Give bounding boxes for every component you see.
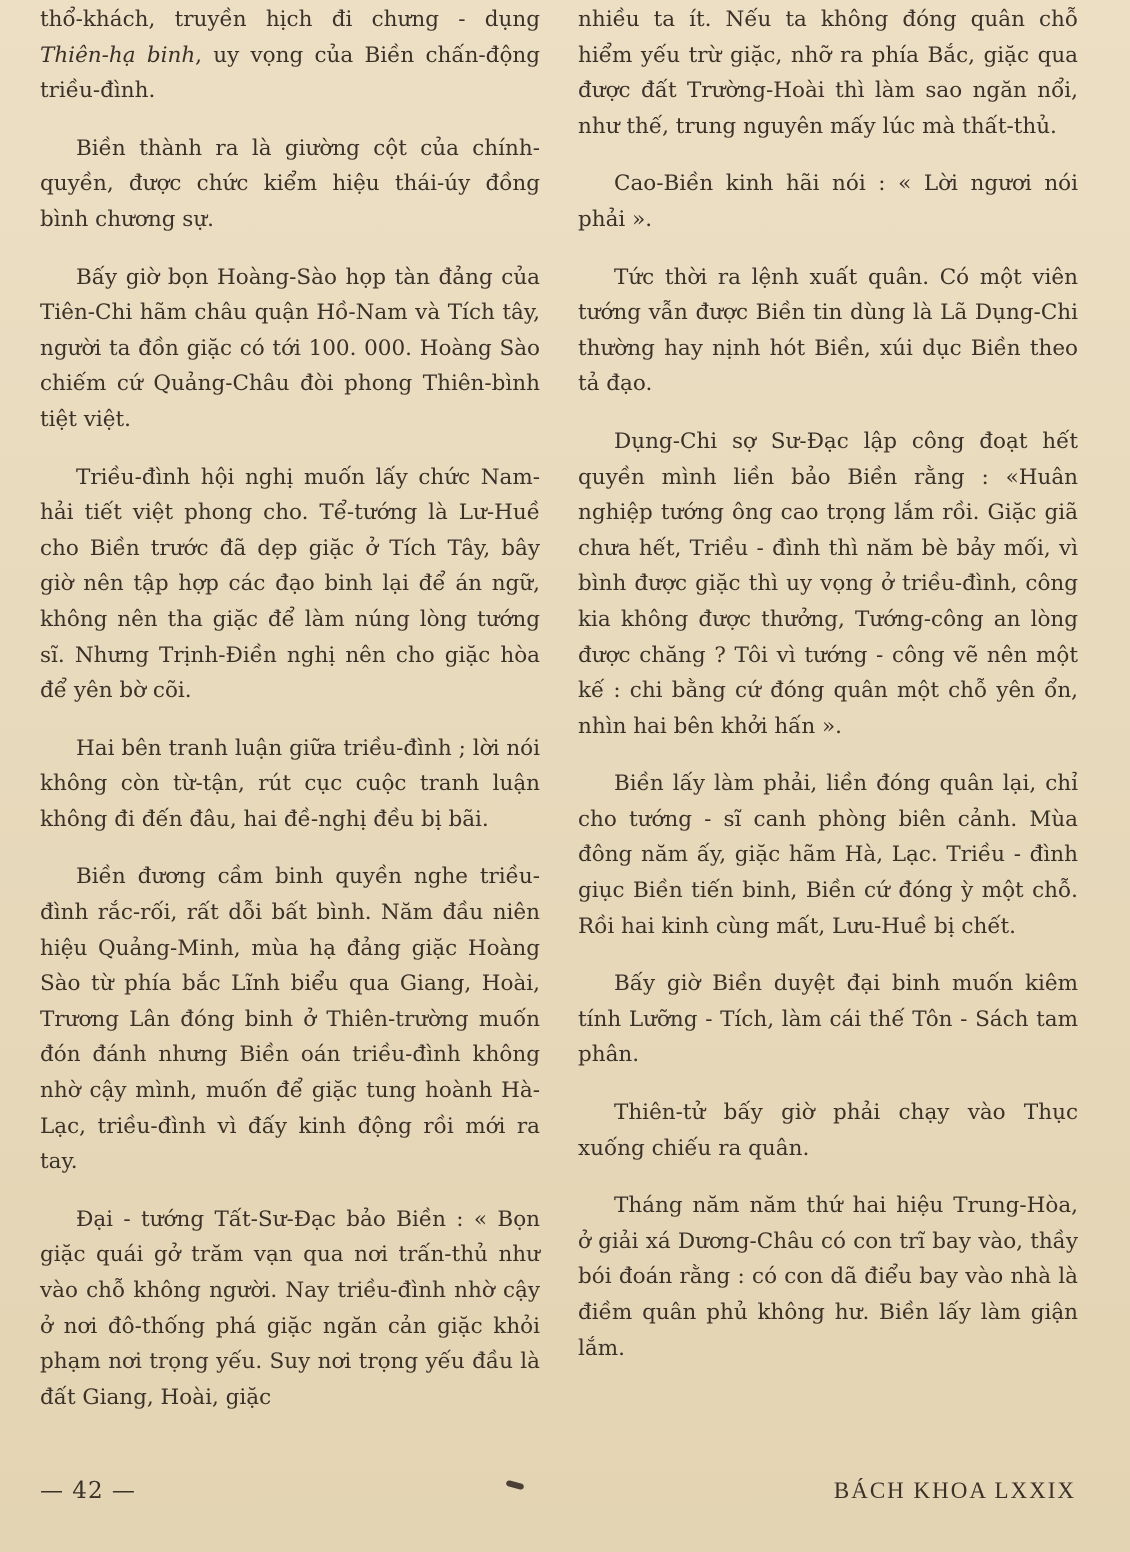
paragraph: Tức thời ra lệnh xuất quân. Có một viên tướng vẫn được Biền tin dùng là Lã Dụng-Chi thường hay nịnh hót Biền, xúi dục Biền theo tả đạo. bbox=[578, 264, 1078, 397]
magazine-title: BÁCH KHOA LXXIX bbox=[833, 1478, 1076, 1503]
paragraph: Thiên-tử bấy giờ phải chạy vào Thục xuống chiếu ra quân. bbox=[578, 1100, 1078, 1161]
paragraph-text: , uy vọng của Biền chấn-động triều-đình. bbox=[40, 42, 540, 104]
left-text-column bbox=[40, 2, 540, 1437]
paragraph: Cao-Biền kinh hãi nói : « Lời ngươi nói phải ». bbox=[578, 171, 1078, 232]
paragraph: Biền thành ra là giường cột của chính-quyền, được chức kiểm hiệu thái-úy đồng bình chương sự. bbox=[40, 135, 540, 232]
page-number: — 42 — bbox=[40, 1478, 136, 1504]
ink-mark bbox=[506, 1480, 525, 1490]
paragraph: Bấy giờ bọn Hoàng-Sào họp tàn đảng của Tiên-Chi hãm châu quận Hồ-Nam và Tích tây, người ta đồn giặc có tới 100. 000. Hoàng Sào chiếm cứ Quảng-Châu đòi phong Thiên-bình tiệt việt. bbox=[40, 264, 540, 432]
paragraph: nhiều ta ít. Nếu ta không đóng quân chỗ hiểm yếu trừ giặc, nhỡ ra phía Bắc, giặc qua được đất Trường-Hoài thì làm sao ngăn nổi, như thế, trung nguyên mấy lúc mà thất-thủ. bbox=[578, 7, 1078, 139]
paragraph bbox=[40, 2, 540, 109]
paragraph: Biền lấy làm phải, liền đóng quân lại, chỉ cho tướng - sĩ canh phòng biên cảnh. Mùa đông năm ấy, giặc hãm Hà, Lạc. Triều - đình giục Biền tiến binh, Biền cứ đóng ỳ một chỗ. Rồi hai kinh cùng mất, Lưu-Huề bị chết. bbox=[578, 771, 1078, 939]
paragraph: Triều-đình hội nghị muốn lấy chức Nam-hải tiết việt phong cho. Tể-tướng là Lư-Huề cho Biền trước đã dẹp giặc ở Tích Tây, bây giờ nên tập hợp các đạo binh lại để án ngữ, không nên tha giặc để làm núng lòng tướng sĩ. Nhưng Trịnh-Điền nghị nên cho giặc hòa để yên bờ cõi. bbox=[40, 464, 540, 704]
paragraph: Hai bên tranh luận giữa triều-đình ; lời nói không còn từ-tận, rút cục cuộc tranh luận không đi đến đâu, hai đề-nghị đều bị bãi. bbox=[40, 735, 540, 832]
paragraph-text: thổ-khách, truyền hịch đi chưng - dụng bbox=[40, 7, 540, 32]
right-text-column bbox=[578, 2, 1078, 1388]
paragraph: Bấy giờ Biền duyệt đại binh muốn kiêm tính Lưỡng - Tích, làm cái thế Tôn - Sách tam phân. bbox=[578, 971, 1078, 1068]
paragraph: Tháng năm năm thứ hai hiệu Trung-Hòa, ở giải xá Dương-Châu có con trĩ bay vào, thầy bói đoán rằng : có con dã điểu bay vào nhà là điềm quân phủ không hư. Biền lấy làm giận lắm. bbox=[578, 1193, 1078, 1361]
paragraph: Dụng-Chi sợ Sư-Đạc lập công đoạt hết quyền mình liền bảo Biền rằng : «Huân nghiệp tướng ông cao trọng lắm rồi. Giặc giã chưa hết, Triều - đình thì năm bè bảy mối, vì bình được giặc thì uy vọng ở triều-đình, công kia không được thưởng, Tướng-công an lòng được chăng ? Tôi vì tướng - công vẽ nên một kế : chi bằng cứ đóng quân một chỗ yên ổn, nhìn hai bên khởi hấn ». bbox=[578, 428, 1078, 739]
paragraph: Biền đương cầm binh quyền nghe triều-đình rắc-rối, rất dỗi bất bình. Năm đầu niên hiệu Quảng-Minh, mùa hạ đảng giặc Hoàng Sào từ phía bắc Lĩnh biểu qua Giang, Hoài, Trương Lân đóng binh ở Thiên-trường muốn đón đánh nhưng Biền oán triều-đình không nhờ cậy mình, muốn để giặc tung hoành Hà-Lạc, triều-đình vì đấy kinh động rồi mới ra tay. bbox=[40, 864, 540, 1175]
paragraph: Đại - tướng Tất-Sư-Đạc bảo Biền : « Bọn giặc quái gở trăm vạn qua nơi trấn-thủ như vào chỗ không người. Nay triều-đình nhờ cậy ở nơi đô-thống phá giặc ngăn cản giặc khỏi phạm nơi trọng yếu. Suy nơi trọng yếu đầu là đất Giang, Hoài, giặc bbox=[40, 1206, 540, 1410]
italic-book-title: Thiên-hạ binh bbox=[40, 42, 196, 68]
